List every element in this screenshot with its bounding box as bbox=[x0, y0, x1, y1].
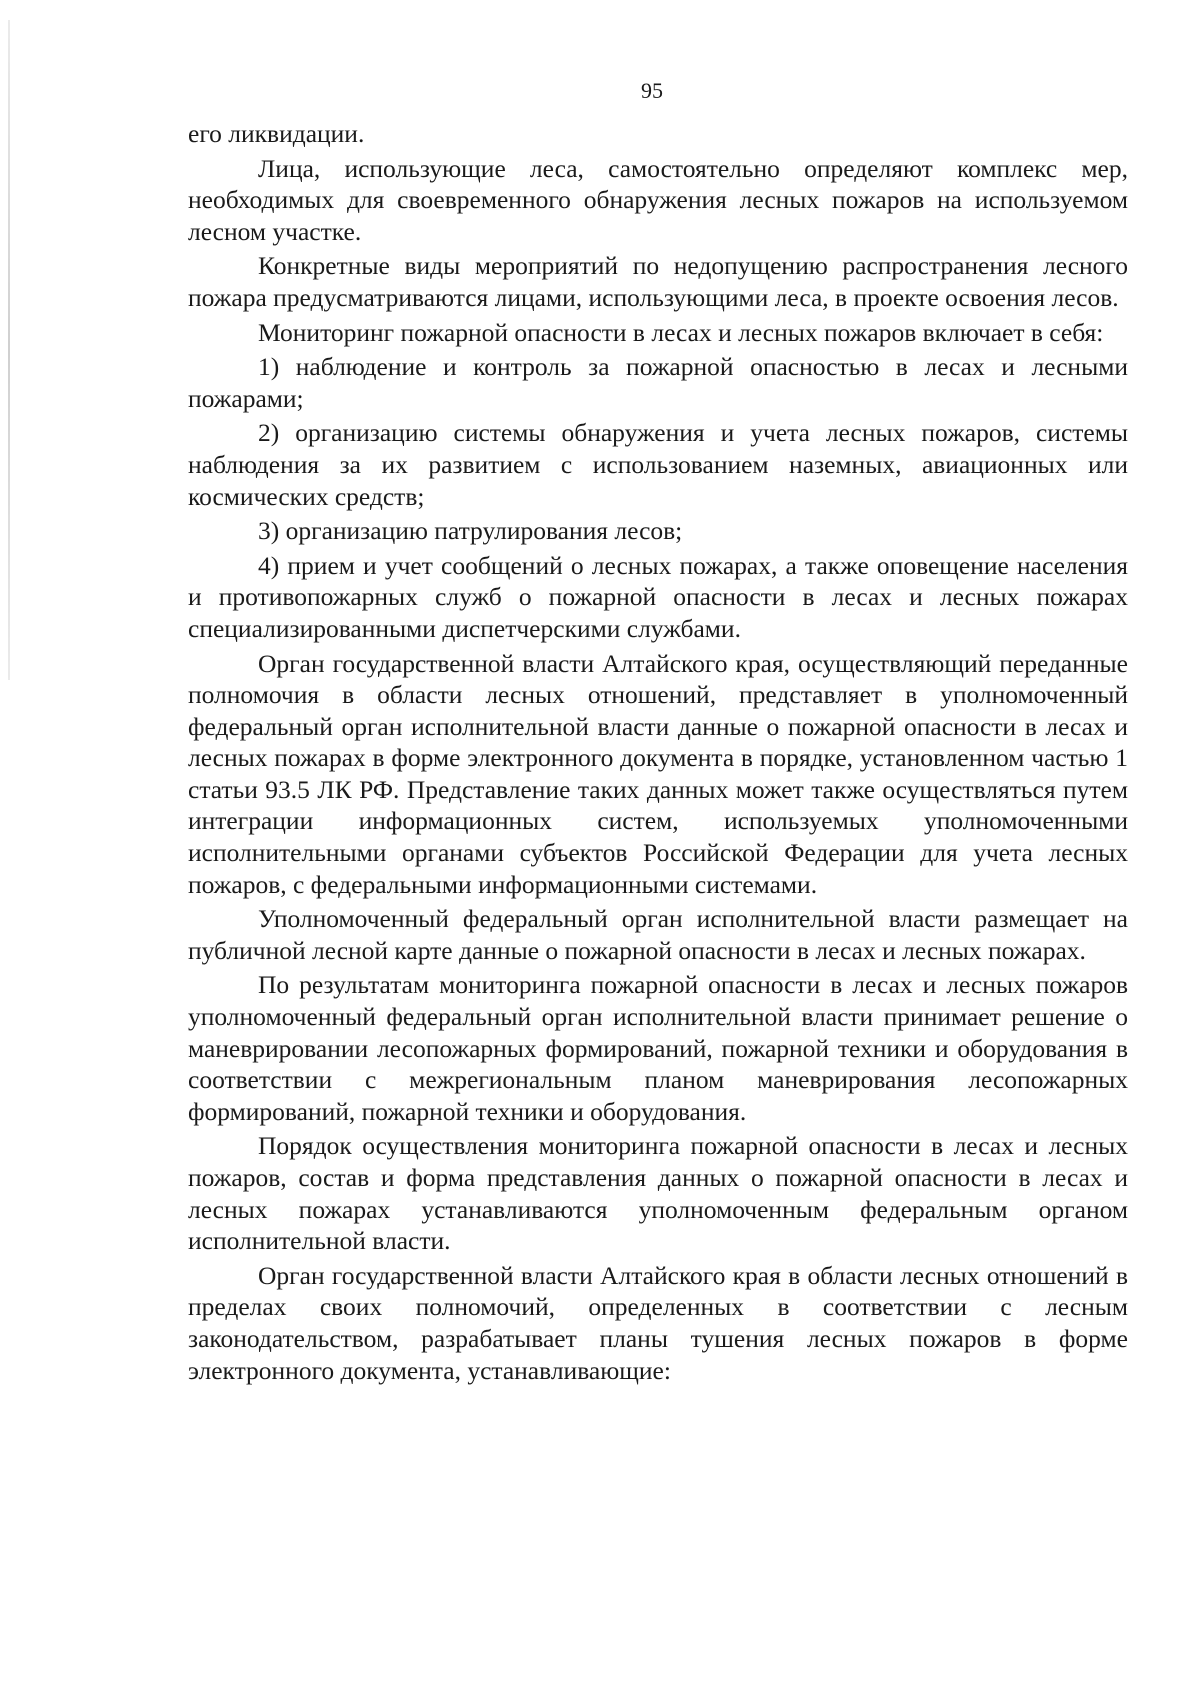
page-number: 95 bbox=[641, 78, 663, 103]
paragraph: Орган государственной власти Алтайского края, осуществляющий переданные полномочия в области лесных отношений, представляет в уполномоченный федеральный орган исполнительной власти данные о пожарной опасности в лесах и лесных пожарах в форме электронного документа в порядке, установленном частью 1 статьи 93.5 ЛК РФ. Представление таких данных может также осуществляться путем интеграции информационных систем, используемых уполномоченными исполнительными органами субъектов Российской Федерации для учета лесных пожаров, с федеральными информационными системами. bbox=[188, 648, 1128, 899]
paragraph: Уполномоченный федеральный орган исполнительной власти размещает на публичной лесной карте данные о пожарной опасности в лесах и лесных пожарах. bbox=[188, 904, 1128, 965]
paragraph: Конкретные виды мероприятий по недопущению распространения лесного пожара предусматриваются лицами, использующими леса, в проекте освоения лесов. bbox=[188, 251, 1128, 312]
paragraph: Мониторинг пожарной опасности в лесах и лесных пожаров включает в себя: bbox=[258, 317, 1104, 347]
paragraph-continuation: его ликвидации. bbox=[188, 119, 365, 148]
paragraph: Орган государственной власти Алтайского края в области лесных отношений в пределах своих полномочий, определенных в соответствии с лесным законодательством, разрабатывает планы тушения лесных пожаров в форме электронного документа, устанавливающие: bbox=[188, 1260, 1128, 1385]
list-item: 4) прием и учет сообщений о лесных пожарах, а также оповещение населения и противопожарных служб о пожарной опасности в лесах и лесных пожарах специализированными диспетчерскими службами. bbox=[188, 550, 1128, 643]
list-item: 3) организацию патрулирования лесов; bbox=[258, 516, 683, 546]
document-body bbox=[188, 118, 1128, 1386]
list-item: 2) организацию системы обнаружения и учета лесных пожаров, системы наблюдения за их развитием с использованием наземных, авиационных или космических средств; bbox=[188, 418, 1128, 511]
scan-edge-shadow bbox=[8, 20, 10, 680]
paragraph: Порядок осуществления мониторинга пожарной опасности в лесах и лесных пожаров, состав и форма представления данных о пожарной опасности в лесах и лесных пожарах устанавливаются уполномоченным федеральным органом исполнительной власти. bbox=[188, 1131, 1128, 1256]
paragraph: Лица, использующие леса, самостоятельно определяют комплекс мер, необходимых для своевременного обнаружения лесных пожаров на используемом лесном участке. bbox=[188, 153, 1128, 246]
list-item: 1) наблюдение и контроль за пожарной опасностью в лесах и лесными пожарами; bbox=[188, 352, 1128, 413]
paragraph: По результатам мониторинга пожарной опасности в лесах и лесных пожаров уполномоченный федеральный орган исполнительной власти принимает решение о маневрировании лесопожарных формирований, пожарной техники и оборудования в соответствии с межрегиональным планом маневрирования лесопожарных формирований, пожарной техники и оборудования. bbox=[188, 970, 1128, 1126]
